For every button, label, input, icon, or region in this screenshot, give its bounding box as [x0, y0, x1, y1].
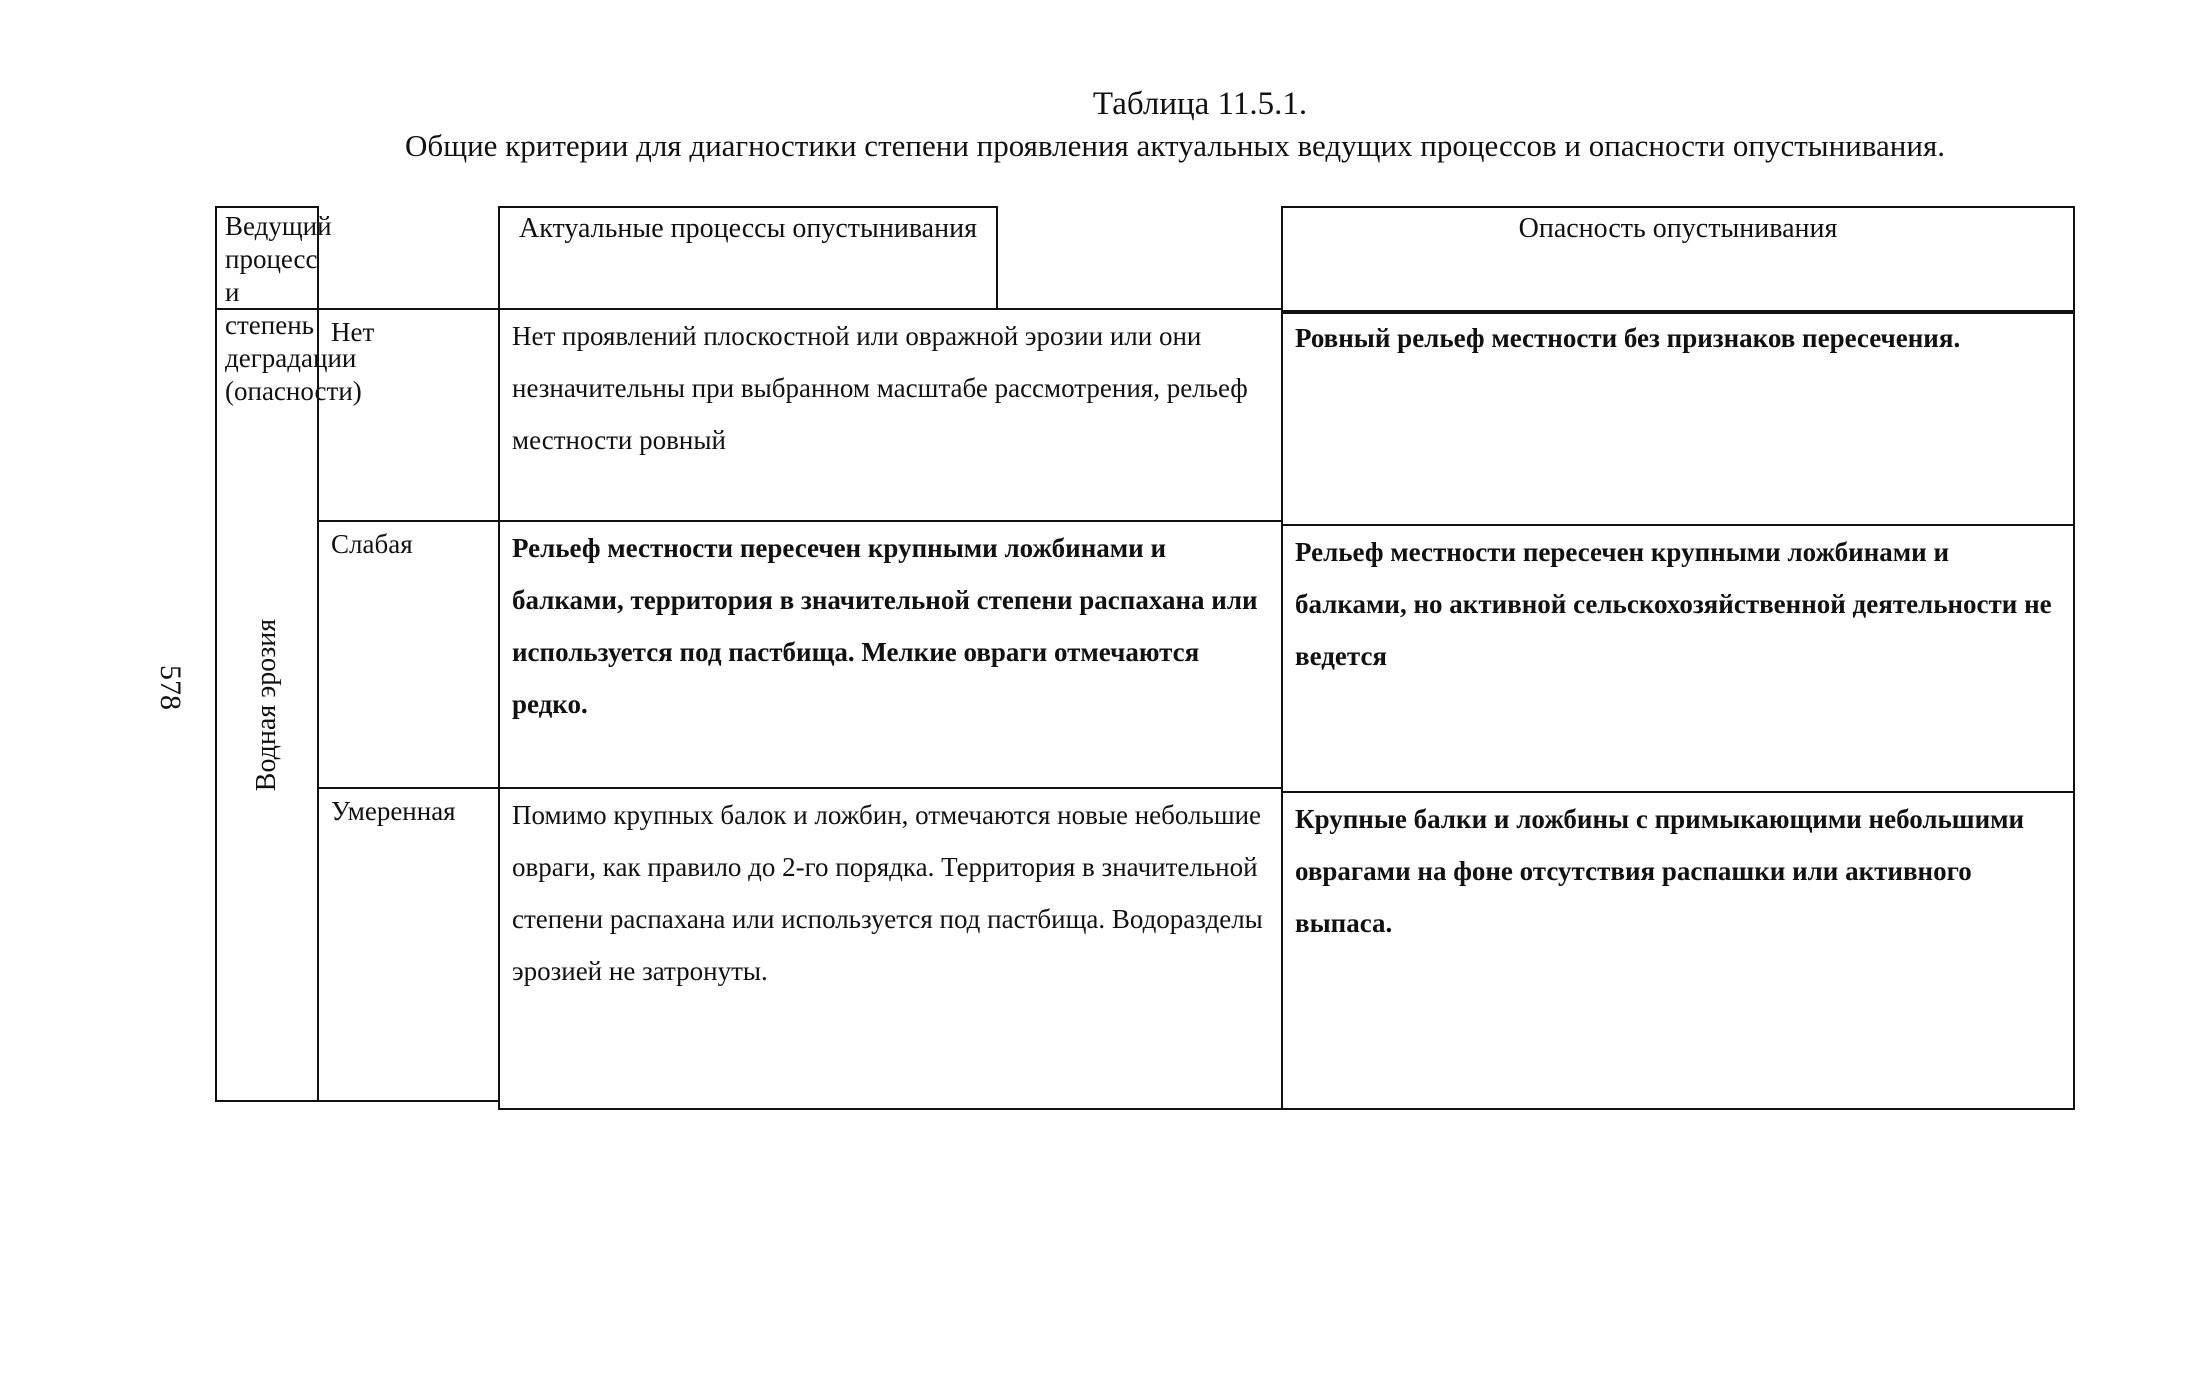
- table-title: Общие критерии для диагностики степени проявления актуальных ведущих процессов и опасности опустынивания.: [405, 128, 1945, 163]
- process-name: Водная эрозия: [251, 618, 282, 792]
- page-number: 578: [154, 665, 187, 710]
- header-desertification-danger-label: Опасность опустынивания: [1281, 206, 2075, 314]
- table-label: Таблица 11.5.1.: [1092, 86, 1308, 122]
- actual-none: Нет проявлений плоскостной или овражной эрозии или они незначительны при выбранном масштабе рассмотрения, рельеф местности ровный: [498, 308, 1283, 522]
- criteria-table: [215, 206, 2075, 1110]
- danger-weak: Рельеф местности пересечен крупными ложбинами и балками, но активной сельскохозяйственной деятельности не ведется: [1281, 524, 2075, 793]
- header-actual-processes-label: Актуальные процессы опустынивания: [498, 206, 998, 310]
- process-cell: [215, 308, 319, 1102]
- actual-moderate: Помимо крупных балок и ложбин, отмечаются новые небольшие овраги, как правило до 2-го порядка. Территория в значительной степени распахана или используется под пастбища. Водоразделы эрозией не затронуты.: [498, 787, 1283, 1110]
- actual-weak: Рельеф местности пересечен крупными ложбинами и балками, территория в значительной степени распахана или используется под пастбища. Мелкие овраги отмечаются редко.: [498, 520, 1283, 789]
- degree-weak: Слабая: [317, 520, 500, 789]
- danger-none: Ровный рельеф местности без признаков пересечения.: [1281, 310, 2075, 526]
- degree-moderate: Умеренная: [317, 787, 500, 1102]
- header-process-degree: Ведущий процесс и степень деградации (опасности): [215, 206, 319, 310]
- degree-none: Нет: [317, 308, 500, 522]
- danger-moderate: Крупные балки и ложбины с примыкающими небольшими оврагами на фоне отсутствия распашки или активного выпаса.: [1281, 791, 2075, 1110]
